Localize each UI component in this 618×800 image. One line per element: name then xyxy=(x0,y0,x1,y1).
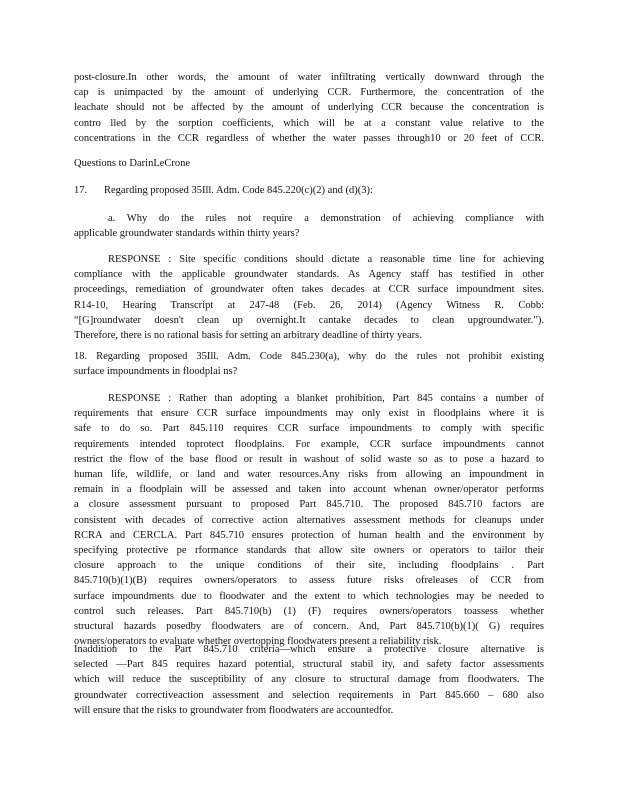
text-line: requirements intended toprotect floodplains. For example, CCR surface impoundments cannot xyxy=(74,438,544,450)
text-line: “[G]roundwater doesn't clean up overnight.It cantake decades to clean upgroundwater.”). xyxy=(74,314,544,326)
text-line: remain in a floodplain will be assessed and taken into account whenan owner/operator performs xyxy=(74,484,544,496)
response-17 xyxy=(74,252,544,343)
text-line: surface impoundments due to floodwater and the extent to which technologies may be needed to xyxy=(74,590,544,602)
text-line: a. Why do the rules not require a demonstration of achieving compliance with xyxy=(108,213,544,224)
question-17 xyxy=(74,183,544,198)
text-line: closure approach to the unique conditions of their site, including floodplains . Part xyxy=(74,560,544,572)
paragraph-leachate xyxy=(74,70,544,146)
text-line: concentrations in the CCR regardless of whether the water passes through10 or 20 feet of CCR. xyxy=(74,132,544,144)
text-line: compliance with the applicable groundwater standards. As Agency staff has testified in other xyxy=(74,269,544,281)
text-line: human life, wildlife, or land and water resources.Any risks from allowing an impoundment in xyxy=(74,469,544,481)
text-line: owners/operators to evaluate whether overtopping floodwaters present a reliability risk. xyxy=(74,636,442,648)
question-number: 17. xyxy=(74,185,88,196)
text-line: proceedings, remediation of groundwater often takes decades at CCR surface impoundment sites. xyxy=(74,284,544,296)
text-line: restrict the flow of the base flood or result in washout of solid waste so as to pose a hazard to xyxy=(74,453,544,465)
question-text: Regarding proposed 35Ill. Adm. Code 845.220(c)(2) and (d)(3): xyxy=(104,185,373,196)
text-line: cap is unimpacted by the amount of underlying CCR. Furthermore, the concentration of the xyxy=(74,87,544,99)
section-heading xyxy=(74,156,544,171)
text-line: selected —Part 845 requires hazard potential, structural stabil ity, and safety factor assessments xyxy=(74,659,544,671)
text-line: Therefore, there is no rational basis for setting an arbitrary deadline of thirty years. xyxy=(74,330,422,342)
text-line: RESPONSE : Rather than adopting a blanket prohibition, Part 845 contains a number of xyxy=(108,393,544,404)
text-line: structural hazards posedby floodwaters are of concern. And, Part 845.710(b)(1)( G) requires xyxy=(74,621,544,633)
response-18 xyxy=(74,391,544,649)
text-line: groundwater correctiveaction assessment and selection requirements in Part 845.660 – 680 also xyxy=(74,689,544,701)
text-line: RCRA and CERCLA. Part 845.710 ensures protection of human health and the environment by xyxy=(74,529,544,541)
text-line: will ensure that the risks to groundwater from floodwaters are accountedfor. xyxy=(74,704,394,716)
text-line: R14-10, Hearing Transcript at 247-48 (Feb. 26, 2014) (Agency Witness R. Cobb: xyxy=(74,299,544,311)
text-line: specifying protective pe rformance standards that allow site owners or operators to tailor their xyxy=(74,545,544,557)
text-line: 845.710(b)(1)(B) requires owners/operators to assess future risks ofreleases of CCR from xyxy=(74,575,544,587)
text-line: 18. Regarding proposed 35Ill. Adm. Code 845.230(a), why do the rules not prohibit existing xyxy=(74,351,544,362)
text-line: requirements that ensure CCR surface impoundments may only exist in floodplains where it is xyxy=(74,408,544,420)
paragraph-additional-requirements xyxy=(74,642,544,718)
text-line: control such releases. Part 845.710(b) (1) (F) requires owners/operators toassess whether xyxy=(74,605,544,617)
text-line: safe to do so. Part 845.110 requires CCR surface impoundments to comply with specific xyxy=(74,423,544,435)
text-line: leachate should not be affected by the amount of underlying CCR because the concentration is xyxy=(74,102,544,114)
text-line: consistent with decades of corrective action alternatives assessment methods for cleanups under xyxy=(74,514,544,526)
text-line: which will reduce the susceptibility of any closure to structural damage from floodwaters. The xyxy=(74,674,544,686)
text-line: applicable groundwater standards within thirty years? xyxy=(74,228,300,240)
text-line: Inaddition to the Part 845.710 criteria—which ensure a protective closure alternative is xyxy=(74,644,544,655)
text-line: a closure assessment pursuant to proposed Part 845.710. The proposed 845.710 factors are xyxy=(74,499,544,511)
question-17a xyxy=(74,211,544,241)
text-line: RESPONSE : Site specific conditions should dictate a reasonable time line for achieving xyxy=(108,254,544,265)
question-18 xyxy=(74,349,544,379)
text-line: contro lled by the sorption coefficients, which will be at a constant value relative to the xyxy=(74,117,544,129)
text-line: surface impoundments in floodplai ns? xyxy=(74,366,238,378)
heading-text: Questions to DarinLeCrone xyxy=(74,158,191,169)
text-line: post-closure.In other words, the amount of water infiltrating vertically downward through the xyxy=(74,72,544,83)
